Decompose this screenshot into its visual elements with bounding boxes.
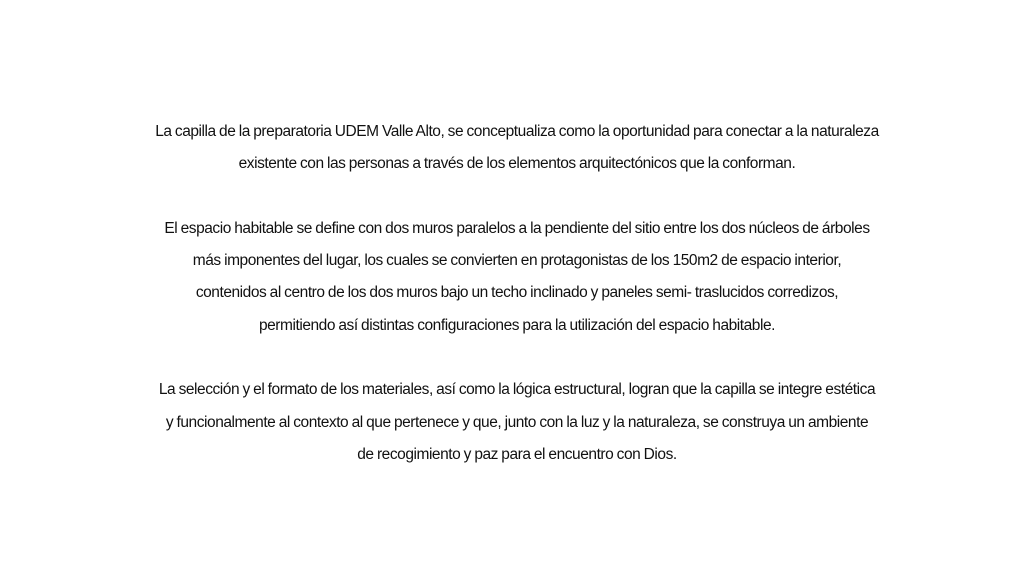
text-line: existente con las personas a través de los elementos arquitectónicos que la conforman. bbox=[238, 155, 796, 173]
text-line: de recogimiento y paz para el encuentro con Dios. bbox=[357, 445, 677, 463]
text-line: contenidos al centro de los dos muros bajo un techo inclinado y paneles semi- traslucidos corredizos, bbox=[195, 284, 839, 302]
text-line: más imponentes del lugar, los cuales se convierten en protagonistas de los 150m2 de espacio interior, bbox=[192, 252, 842, 270]
paragraph-space bbox=[100, 213, 934, 342]
text-line: y funcionalmente al contexto al que pertenece y que, junto con la luz y la naturaleza, se construya un ambiente bbox=[165, 413, 869, 431]
paragraph-materials bbox=[100, 374, 934, 471]
text-line: permitiendo así distintas configuraciones para la utilización del espacio habitable. bbox=[258, 316, 776, 334]
paragraph-spacer bbox=[100, 181, 934, 213]
text-line: El espacio habitable se define con dos muros paralelos a la pendiente del sitio entre los dos núcleos de árboles bbox=[164, 219, 870, 237]
text-line: La selección y el formato de los materiales, así como la lógica estructural, logran que la capilla se integre estética bbox=[158, 381, 876, 399]
paragraph-spacer bbox=[100, 342, 934, 374]
text-line: La capilla de la preparatoria UDEM Valle Alto, se conceptualiza como la oportunidad para conectar a la naturaleza bbox=[155, 123, 879, 140]
paragraph-concept bbox=[100, 116, 934, 181]
description-text-block bbox=[100, 116, 934, 471]
